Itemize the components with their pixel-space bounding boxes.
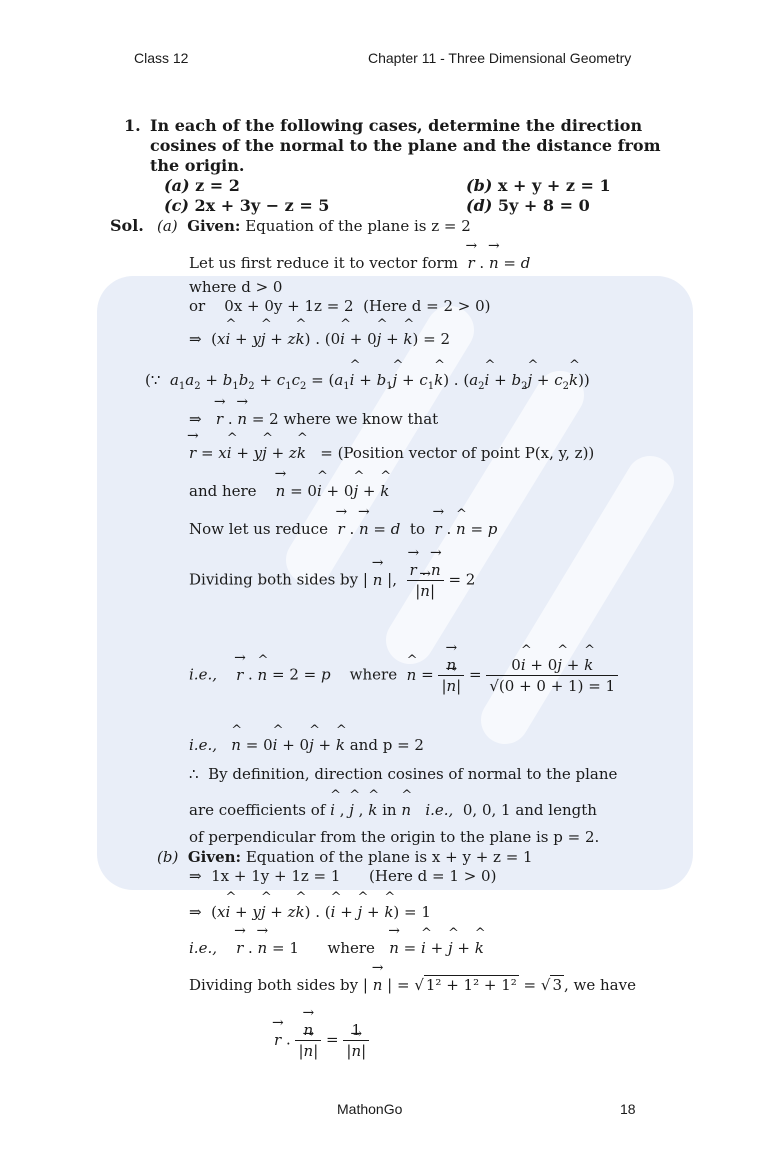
r-dot-n-line: ⇒ → r . → n = 2 where we know that <box>189 409 438 429</box>
question-line-1: In each of the following cases, determine the direction <box>150 116 643 135</box>
footer-brand: MathonGo <box>337 1101 403 1117</box>
page-number: 18 <box>620 1101 636 1117</box>
question-line-2: cosines of the normal to the plane and the distance from <box>150 136 661 155</box>
reduce-line: Let us first reduce it to vector form → r . → n = d <box>189 253 530 273</box>
question-number: 1. <box>124 116 141 135</box>
n-vector-line: and here → n = 0^ i + 0^ j + ^ k <box>189 481 389 501</box>
definition-line: ∴ By definition, direction cosines of normal to the plane <box>189 765 618 783</box>
option-c: (c) 2x + 3y − z = 5 <box>164 196 330 215</box>
part-b-line: (b) Given: Equation of the plane is x + y + z = 1 <box>157 848 533 866</box>
perpendicular-line: of perpendicular from the origin to the plane is p = 2. <box>189 828 600 846</box>
vector-eq-line: ⇒ (x^ i + y^ j + z^ k) . (0^ i + 0^ j + ^ k) = 2 <box>189 329 450 349</box>
option-d: (d) 5y + 8 = 0 <box>466 196 590 215</box>
header-chapter: Chapter 11 - Three Dimensional Geometry <box>368 50 632 66</box>
unit-normal-line: i.e., → r . ^ n = 2 = p where ^ n = → $\frac{n}{|\to n|}$ = $\frac{0\^{} i + 0\^{} j + \^{} k}{√(0 + 0 + 1) = 1}$ <box>189 655 618 696</box>
header-class: Class 12 <box>134 50 189 66</box>
b-final-fraction: → r . → $\frac{n}{|\to n|}$ = $\frac{1}{|\to n|}$ <box>274 1020 369 1061</box>
coefficients-line: are coefficients of ^ i , ^ j , ^ k in ^ n i.e., 0, 0, 1 and length <box>189 800 597 820</box>
sol-label: Sol. <box>110 216 144 235</box>
b-equation-line: ⇒ 1x + 1y + 1z = 1 (Here d = 1 > 0) <box>189 867 497 885</box>
part-a-line: (a) Given: Equation of the plane is z = 2 <box>157 217 471 235</box>
b-vector-line: ⇒ (x^ i + y^ j + z^ k) . (^ i + ^ j + ^ k) = 1 <box>189 902 431 922</box>
option-b: (b) x + y + z = 1 <box>466 176 611 195</box>
or-line: or 0x + 0y + 1z = 2 (Here d = 2 > 0) <box>189 297 491 315</box>
where-d-line: where d > 0 <box>189 278 283 296</box>
dot-product-identity: (∵ $a_1a_2 + b_1b_2 + c_1c_2$ = ($a_1\^{}$ $i + b_1\^{}$ $j + c_1\^{}$ k) . ($a_2\^{}$ $i + b_2\^{}$ $j + c_2\^{}$ k)) <box>145 370 590 397</box>
option-a: (a) z = 2 <box>164 176 240 195</box>
now-reduce-line: Now let us reduce → r . → n = d to → r . ^ n = p <box>189 519 497 539</box>
n-hat-line: i.e., ^ n = 0^ i + 0^ j + ^ k and p = 2 <box>189 735 424 755</box>
position-vector-line: → r = x^ i + y^ j + z^ k = (Position vector of point P(x, y, z)) <box>189 443 594 463</box>
dividing-line: Dividing both sides by | → n |, → $\frac{r . \to n}{|\to n|}$ = 2 <box>189 560 475 601</box>
question-line-3: the origin. <box>150 156 245 175</box>
b-dividing-line: Dividing both sides by | → n | = √ 1² + 1² + 1² = √ 3 , we have <box>189 975 636 995</box>
b-r-dot-n-line: i.e., → r . → n = 1 where → n = ^ i + ^ j + ^ k <box>189 938 484 958</box>
